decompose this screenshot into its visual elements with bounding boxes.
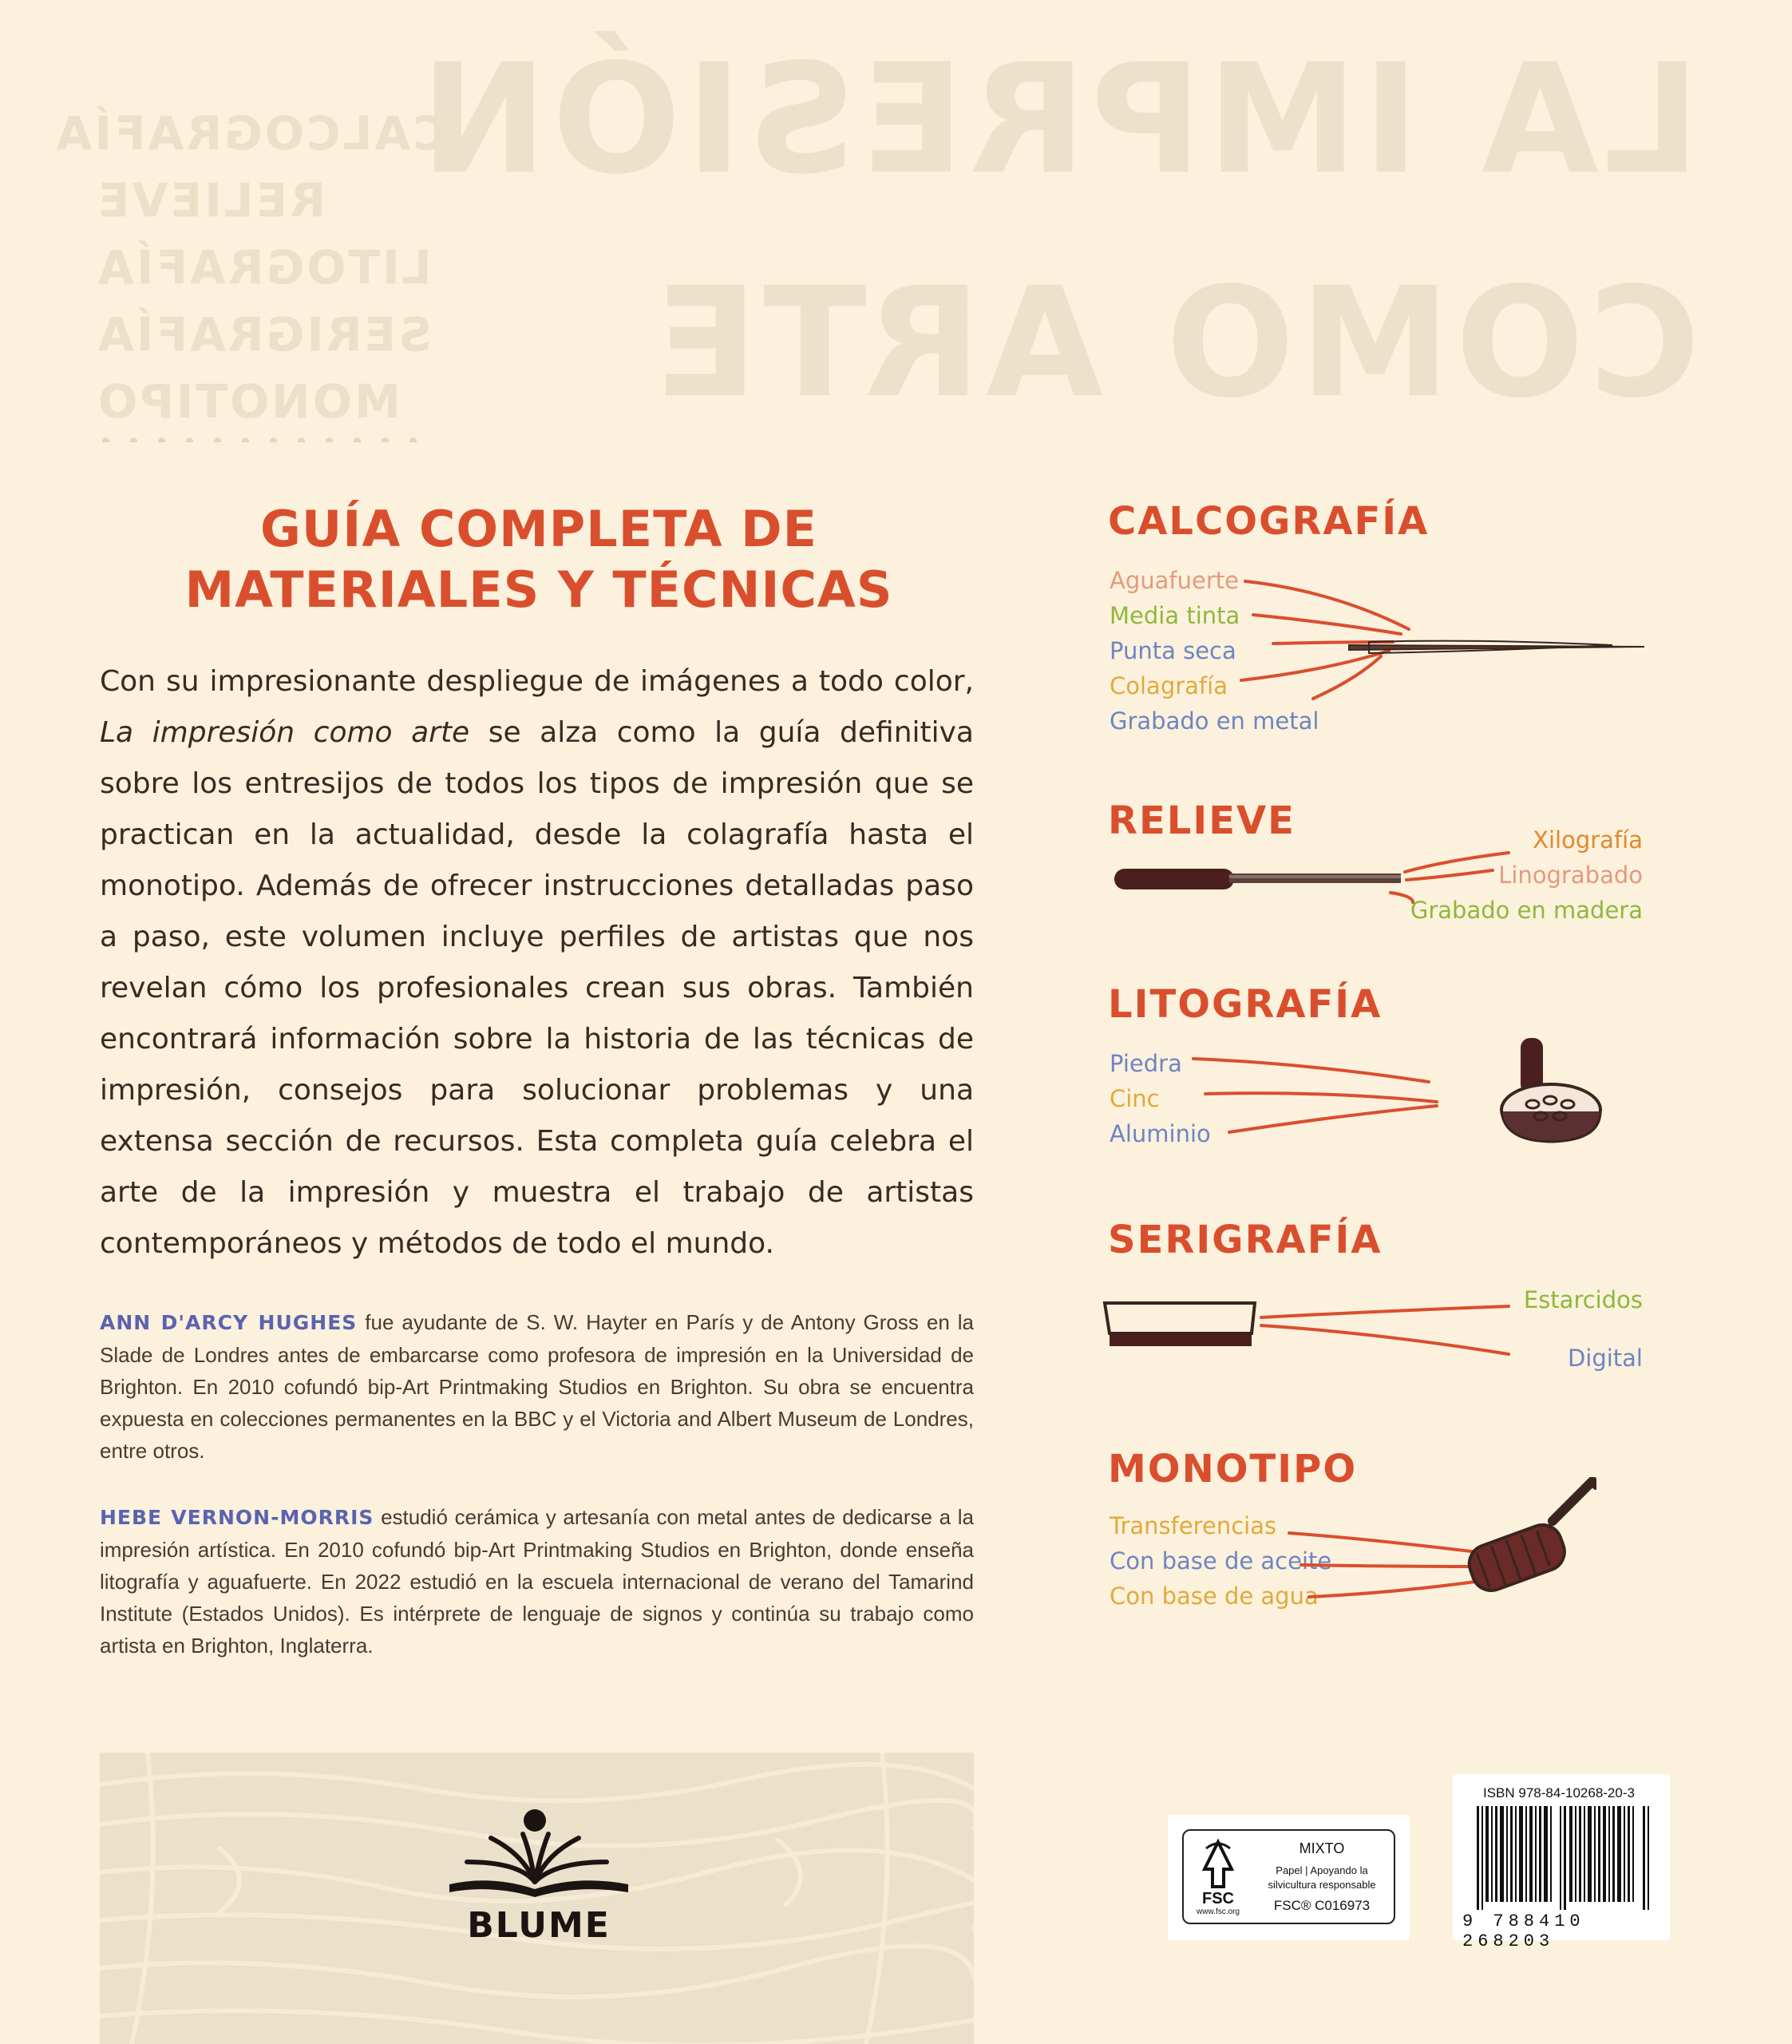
watermark-technique: RELIEVE xyxy=(96,173,326,228)
watermark-technique: CALCOGRAFÍA xyxy=(53,106,447,160)
lithography-tool-illustration xyxy=(1189,1022,1636,1158)
squeegee-illustration xyxy=(1102,1293,1533,1373)
heading-line-1: GUÍA COMPLETA DE xyxy=(260,500,817,558)
item-estarcidos: Estarcidos xyxy=(1523,1286,1643,1313)
watermark-technique-list xyxy=(53,100,447,435)
isbn-barcode-box xyxy=(1453,1774,1670,1951)
publisher-name: BLUME xyxy=(467,1905,611,1946)
item-piedra: Piedra xyxy=(1110,1050,1182,1077)
category-title-relieve: RELIEVE xyxy=(1108,798,1296,843)
category-title-serigrafia: SERIGRAFÍA xyxy=(1108,1218,1383,1262)
category-title-monotipo: MONOTIPO xyxy=(1108,1447,1358,1491)
isbn-digits: 9 788410 268203 xyxy=(1462,1911,1585,1951)
barcode-icon xyxy=(1477,1806,1651,1910)
publisher-logo xyxy=(443,1806,635,1946)
description-text-start: Con su impresionante despliegue de imágenes a todo color, xyxy=(100,665,974,698)
description-paragraph xyxy=(100,656,974,1270)
fsc-logo-text: FSC xyxy=(1202,1890,1234,1907)
watermark-title-line1: LA IMPRESIÓN xyxy=(415,31,1700,208)
watermark-technique: SERIGRAFÍA xyxy=(96,307,432,362)
watermark-title-line2: COMO ARTE xyxy=(650,255,1700,431)
heading-line-2: MATERIALES Y TÉCNICAS xyxy=(184,561,893,619)
author-bio-1 xyxy=(100,1306,974,1467)
item-media-tinta: Media tinta xyxy=(1110,602,1240,629)
isbn-label: ISBN 978-84-10268-20-3 xyxy=(1483,1785,1635,1800)
author-bio-2 xyxy=(100,1501,974,1662)
item-xilografia: Xilografía xyxy=(1533,826,1643,854)
fsc-line-2: silvicultura responsable xyxy=(1268,1879,1376,1891)
fsc-line-1: Papel | Apoyando la xyxy=(1276,1864,1368,1876)
item-grabado-en-madera: Grabado en madera xyxy=(1410,897,1643,924)
item-digital: Digital xyxy=(1567,1345,1643,1372)
gouge-tool-illustration xyxy=(1110,830,1525,910)
item-grabado-en-metal: Grabado en metal xyxy=(1110,707,1319,735)
watermark-technique: LITOGRAFÍA xyxy=(96,240,432,295)
category-title-calcografia: CALCOGRAFÍA xyxy=(1108,499,1430,544)
author-bio-text-1: fue ayudante de S. W. Hayter en París y de Antony Gross en la Slade de Londres antes de embarcarse como profesora de impresión en la Universidad de Brighton. En 2010 cofundó bip-Art Printmaking Studios en Brighton. Su obra se encuentra expuesta en colecciones permanentes en la BBC y el Victoria and Albert Museum de Londres, entre otros. xyxy=(100,1310,974,1463)
author-name-1: ANN D'ARCY HUGHES xyxy=(100,1311,358,1334)
fsc-tree-icon xyxy=(1190,1837,1246,1893)
watermark-technique: MONOTIPO xyxy=(96,374,401,429)
item-punta-seca: Punta seca xyxy=(1110,637,1236,664)
category-title-litografia: LITOGRAFÍA xyxy=(1108,982,1383,1027)
fsc-code: FSC® C016973 xyxy=(1273,1898,1371,1913)
description-text-rest: se alza como la guía definitiva sobre los entresijos de todos los tipos de impresión que se practican en la actualidad, desde la colagrafía hasta el monotipo. Además de ofrecer instrucciones detalladas paso a paso, este volumen incluye perfiles de artistas que nos revelan cómo los profesionales crean sus obras. También encontrará información sobre la historia de las técnicas de impresión, consejos para solucionar problemas y una extensa sección de recursos. Esta completa guía celebra el arte de la impresión y muestra el trabajo de artistas contemporáneos y métodos de todo el mundo. xyxy=(100,716,974,1260)
fsc-frame xyxy=(1182,1829,1395,1924)
item-con-base-de-aceite: Con base de aceite xyxy=(1110,1547,1332,1575)
watermark-header xyxy=(53,31,1700,451)
author-name-2: HEBE VERNON-MORRIS xyxy=(100,1506,374,1529)
item-aguafuerte: Aguafuerte xyxy=(1110,567,1239,594)
etching-needle-illustration xyxy=(1237,559,1652,703)
open-book-icon xyxy=(443,1806,635,1902)
item-cinc: Cinc xyxy=(1110,1085,1160,1112)
item-transferencias: Transferencias xyxy=(1110,1512,1277,1539)
fsc-certification-label xyxy=(1168,1815,1410,1940)
fsc-label-mixto: MIXTO xyxy=(1299,1840,1345,1856)
item-colagrafia: Colagrafía xyxy=(1110,672,1228,699)
section-heading xyxy=(100,499,978,620)
fsc-site: www.fsc.org xyxy=(1197,1907,1240,1916)
author-bio-text-2: estudió cerámica y artesanía con metal antes de dedicarse a la impresión artística. En 2010 cofundó bip-Art Printmaking Studios en Brighton, donde enseña litografía y aguafuerte. En 2022 estudió en la escuela internacional de verano del Tamarind Institute (Estados Unidos). Es intérprete de lenguaje de signos y continúa su trabajo como artista en Brighton, Inglaterra. xyxy=(100,1505,974,1658)
item-con-base-de-agua: Con base de agua xyxy=(1110,1583,1319,1610)
book-title-italic: La impresión como arte xyxy=(100,716,470,749)
item-linograbado: Linograbado xyxy=(1498,862,1643,889)
ink-roller-illustration xyxy=(1277,1477,1596,1605)
dotted-divider xyxy=(102,433,453,442)
item-aluminio: Aluminio xyxy=(1110,1120,1211,1147)
